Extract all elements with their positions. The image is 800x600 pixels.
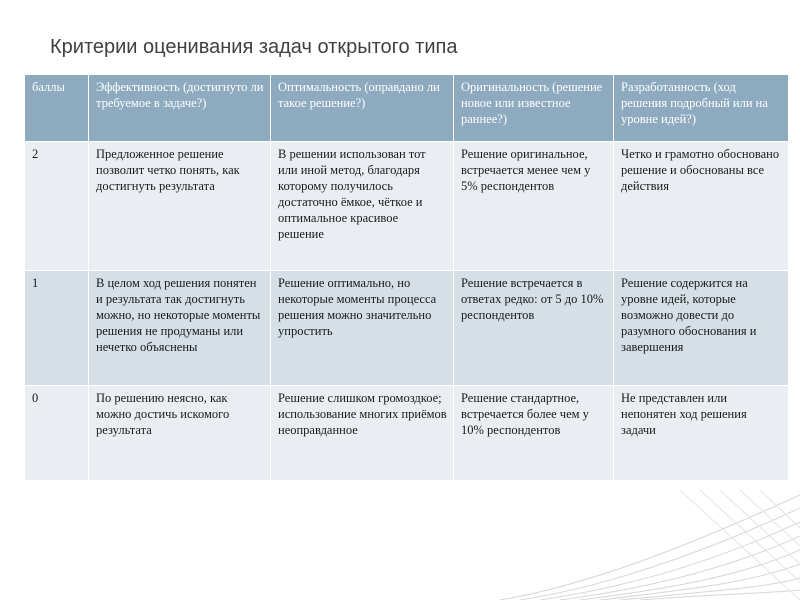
criteria-table bbox=[24, 74, 789, 481]
header-originality: Оригинальность (решение новое или известное раннее?) bbox=[454, 75, 614, 142]
table-row bbox=[25, 386, 789, 481]
slide-title: Критерии оценивания задач открытого типа bbox=[50, 36, 458, 58]
table-cell-score: 2 bbox=[25, 142, 89, 271]
table-cell: Решение встречается в ответах редко: от 5 до 10% респондентов bbox=[454, 271, 614, 386]
decorative-corner-lines bbox=[500, 490, 800, 600]
table-row bbox=[25, 271, 789, 386]
table-cell-score: 1 bbox=[25, 271, 89, 386]
table-cell: Четко и грамотно обосновано решение и обоснованы все действия bbox=[614, 142, 789, 271]
table-cell-score: 0 bbox=[25, 386, 89, 481]
table-row bbox=[25, 142, 789, 271]
header-optimality: Оптимальность (оправдано ли такое решение?) bbox=[271, 75, 454, 142]
table-cell: По решению неясно, как можно достичь искомого результата bbox=[89, 386, 271, 481]
table-cell: Решение оригинальное, встречается менее чем у 5% респондентов bbox=[454, 142, 614, 271]
table-cell: Не представлен или непонятен ход решения задачи bbox=[614, 386, 789, 481]
table-cell: Решение стандартное, встречается более чем у 10% респондентов bbox=[454, 386, 614, 481]
table-cell: В решении использован тот или иной метод, благодаря которому получилось достаточно ёмкое, чёткое и оптимальное красивое решение bbox=[271, 142, 454, 271]
header-elaboration: Разработанность (ход решения подробный или на уровне идей?) bbox=[614, 75, 789, 142]
table-header-row bbox=[25, 75, 789, 142]
table-cell: Предложенное решение позволит четко понять, как достигнуть результата bbox=[89, 142, 271, 271]
table-cell: В целом ход решения понятен и результата так достигнуть можно, но некоторые моменты решения не продуманы или нечетко объяснены bbox=[89, 271, 271, 386]
table-cell: Решение оптимально, но некоторые моменты процесса решения можно значительно упростить bbox=[271, 271, 454, 386]
table-cell: Решение содержится на уровне идей, которые возможно довести до разумного обоснования и завершения bbox=[614, 271, 789, 386]
header-score: баллы bbox=[25, 75, 89, 142]
table-cell: Решение слишком громоздкое; использование многих приёмов неоправданное bbox=[271, 386, 454, 481]
header-effectiveness: Эффективность (достигнуто ли требуемое в задаче?) bbox=[89, 75, 271, 142]
